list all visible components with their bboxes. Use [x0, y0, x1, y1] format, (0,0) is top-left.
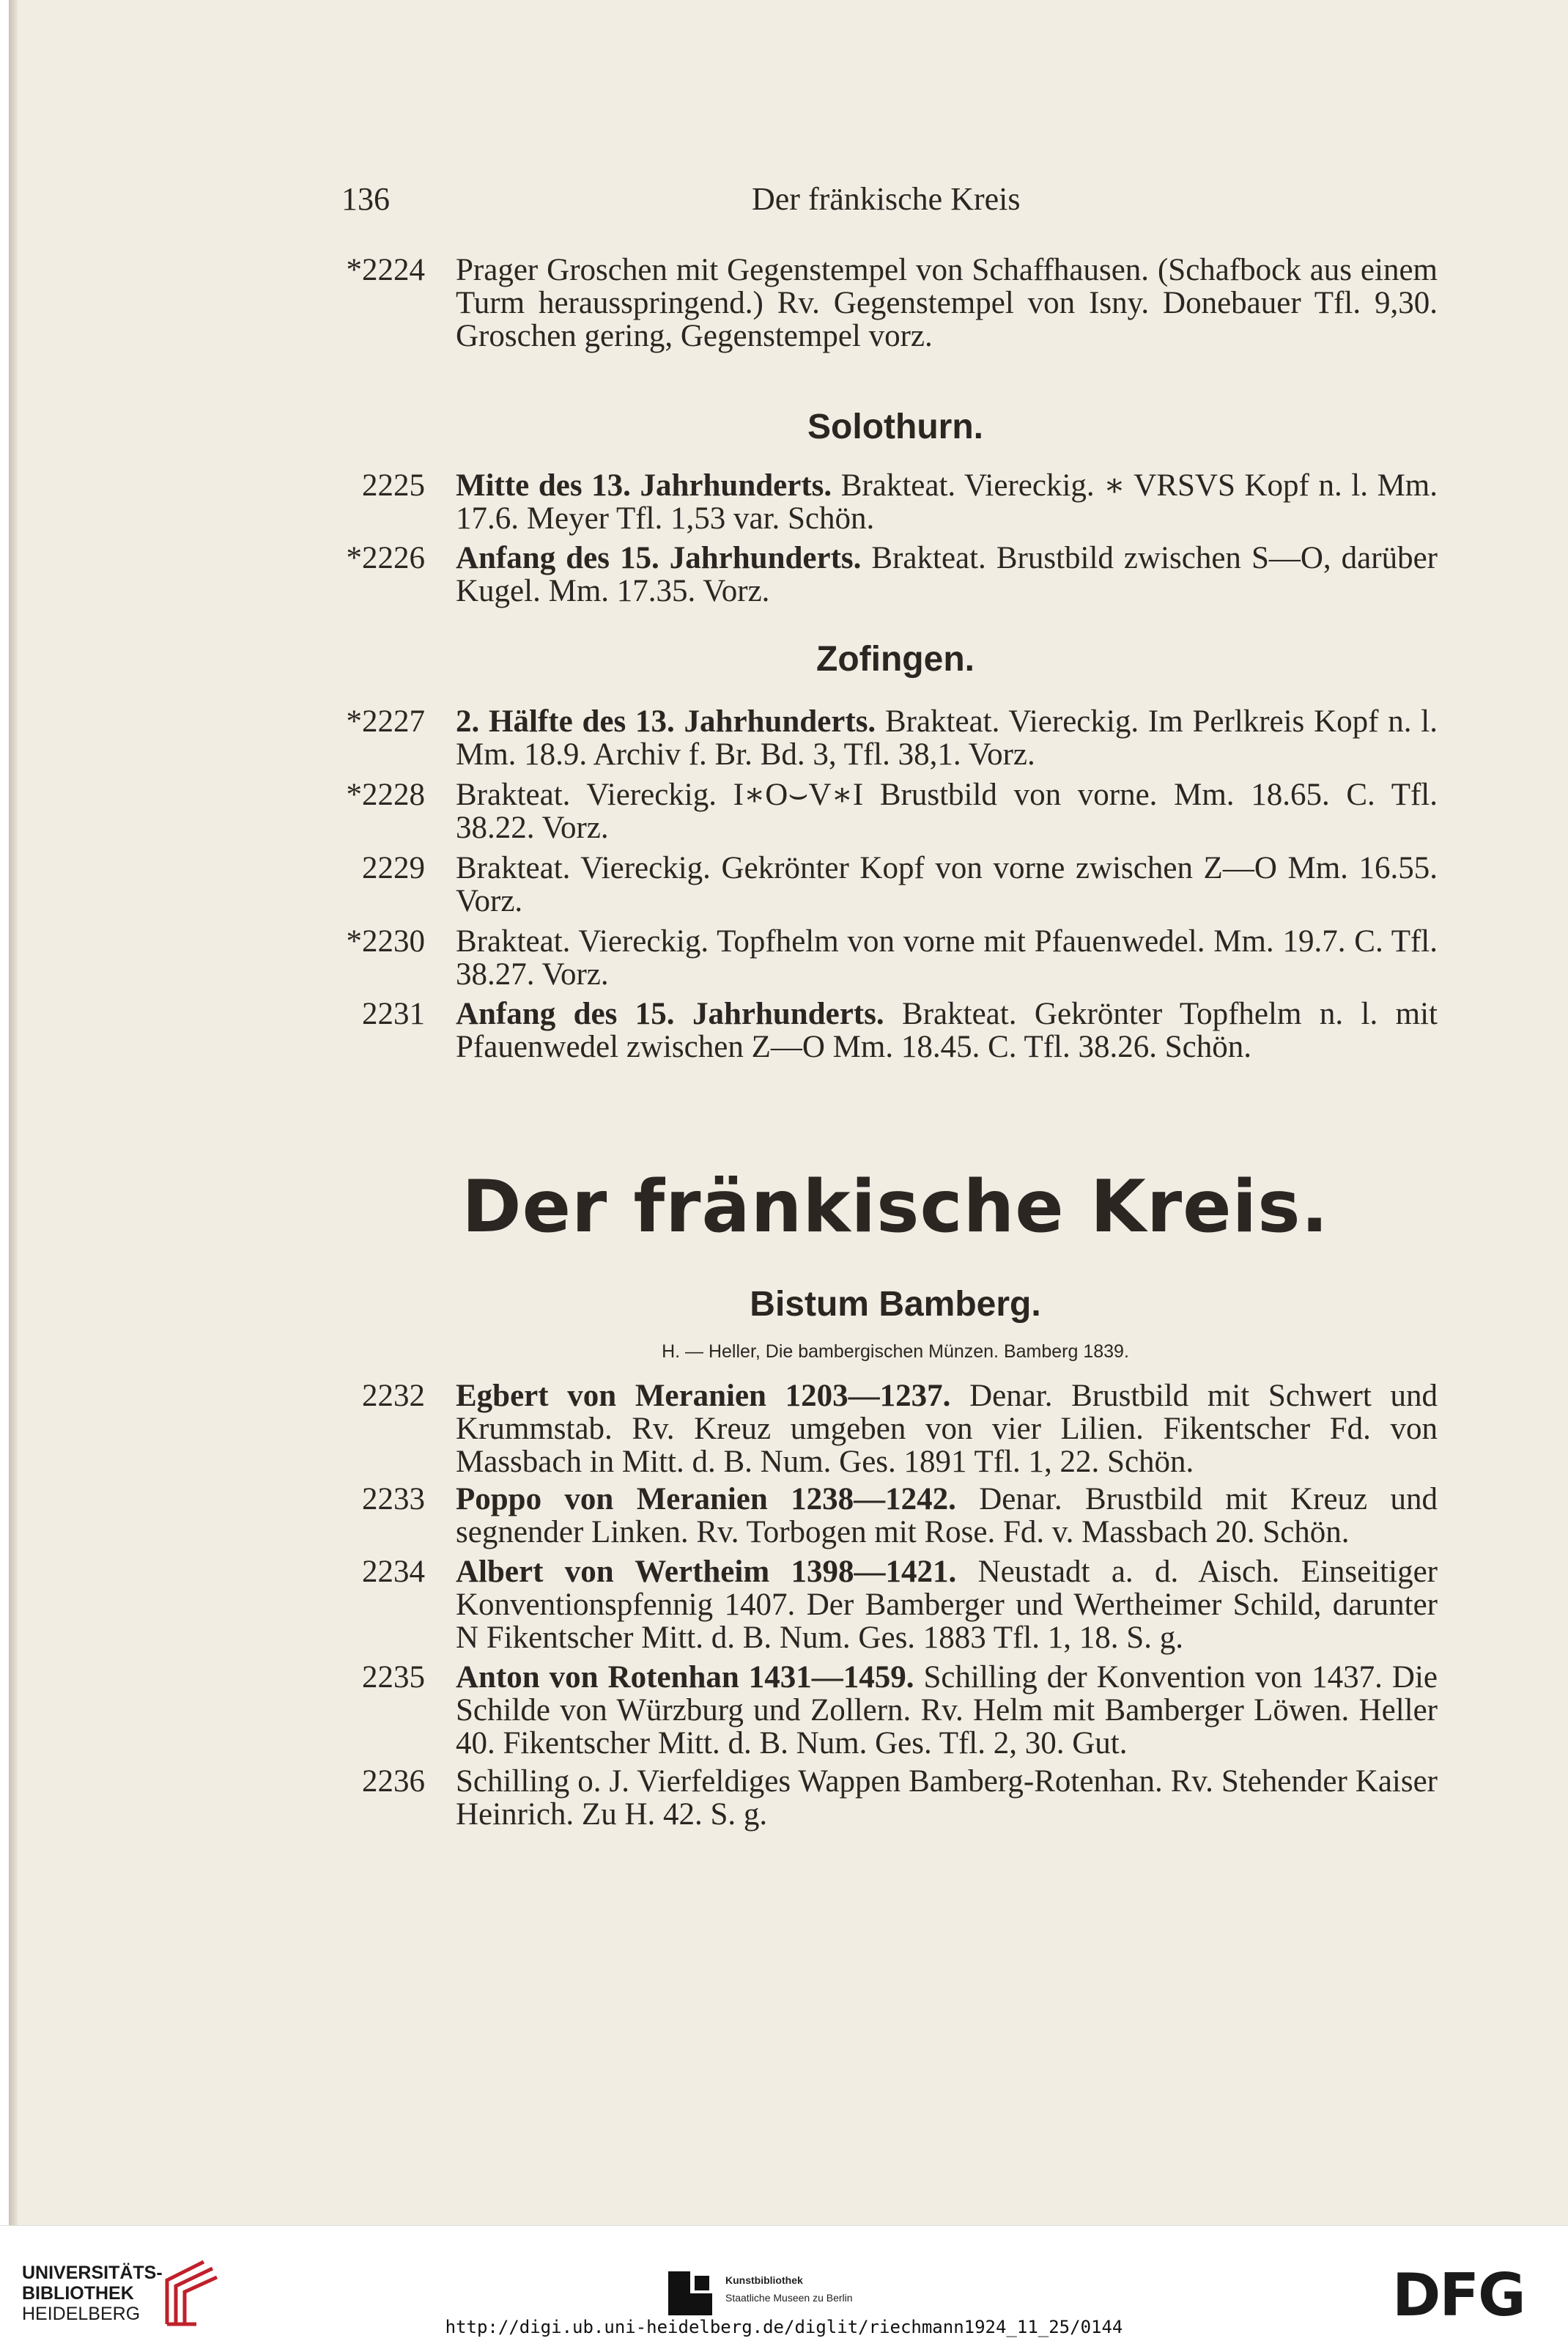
entry-heading: Albert von Wertheim 1398—1421.	[456, 1555, 957, 1589]
catalog-entry	[339, 1661, 1438, 1760]
entry-text	[456, 469, 1438, 535]
entry-description: Denar. Brustbild mit Schwert und Krummstab. Rv. Kreuz umgeben von vier Lilien. Fikentscher Fd. von Massbach in Mitt. d. B. Num. Ges. 1891 Tfl. 1, 22. Schön.	[456, 1379, 1438, 1479]
kunstbibliothek-logo-icon	[668, 2271, 712, 2315]
section-heading-zofingen: Zofingen.	[816, 640, 975, 679]
running-title: Der fränkische Kreis	[752, 181, 1021, 217]
entry-heading: 2. Hälfte des 13. Jahrhunderts.	[456, 704, 876, 739]
entry-description: Schilling o. J. Vierfeldiges Wappen Bamberg-Rotenhan. Rv. Stehender Kaiser Heinrich. Zu H. 42. S. g.	[456, 1764, 1438, 1832]
entry-heading: Anton von Rotenhan 1431—1459.	[456, 1660, 914, 1695]
entry-description: Brakteat. Viereckig. Im Perlkreis Kopf n. l. Mm. 18.9. Archiv f. Br. Bd. 3, Tfl. 38,1. Vorz.	[456, 704, 1438, 772]
entry-number: 2233	[362, 1482, 425, 1516]
entry-text	[456, 1379, 1438, 1478]
kunstbibliothek-name: Kunstbibliothek	[725, 2274, 803, 2286]
catalog-entry	[339, 778, 1438, 844]
entry-heading: Egbert von Meranien 1203—1237.	[456, 1379, 951, 1413]
catalog-entry	[339, 1483, 1438, 1549]
catalog-entry	[339, 1379, 1438, 1478]
entry-number: *2228	[346, 778, 425, 812]
entry-number: 2229	[362, 851, 425, 885]
entry-text	[456, 998, 1438, 1063]
catalog-entry	[339, 254, 1438, 353]
entry-description: Brakteat. Viereckig. ∗ VRSVS Kopf n. l. Mm. 17.6. Meyer Tfl. 1,53 var. Schön.	[456, 468, 1438, 536]
library-name-line3: HEIDELBERG	[22, 2304, 141, 2324]
scanned-page	[9, 0, 1568, 2225]
catalog-entry	[339, 852, 1438, 918]
entry-text	[456, 1483, 1438, 1549]
catalog-entry	[339, 1765, 1438, 1831]
library-name-line2: BIBLIOTHEK	[22, 2283, 134, 2304]
entry-text	[456, 1661, 1438, 1760]
section-heading-solothurn: Solothurn.	[807, 408, 983, 446]
kunstbibliothek-label[interactable]	[725, 2271, 853, 2307]
entry-heading: Mitte des 13. Jahrhunderts.	[456, 468, 832, 503]
kunstbibliothek-subtitle: Staatliche Museen zu Berlin	[725, 2292, 853, 2304]
entry-text	[456, 778, 1438, 844]
entry-number: 2235	[362, 1660, 425, 1695]
page-gutter	[9, 0, 18, 2225]
entry-description: Schilling der Konvention von 1437. Die Schilde von Würzburg und Zollern. Rv. Helm mit Bamberger Löwen. Heller 40. Fikentscher Mitt. d. B. Num. Ges. Tfl. 2, 30. Gut.	[456, 1660, 1438, 1761]
entry-description: Brakteat. Viereckig. I∗O⌣V∗I Brustbild von vorne. Mm. 18.65. C. Tfl. 38.22. Vorz.	[456, 778, 1438, 845]
entry-description: Neustadt a. d. Aisch. Einseitiger Konventionspfennig 1407. Der Bamberger und Wertheimer Schild, darunter N Fikentscher Mitt. d. B. Num. Ges. 1883 Tfl. 1, 18. S. g.	[456, 1555, 1438, 1655]
entry-text	[456, 542, 1438, 608]
entry-number: 2234	[362, 1555, 425, 1589]
university-library-logo[interactable]	[22, 2263, 163, 2324]
entry-number: 2232	[362, 1379, 425, 1413]
catalog-entry	[339, 998, 1438, 1063]
entry-text	[456, 1765, 1438, 1831]
viewer-footer	[0, 2225, 1568, 2341]
library-name-line1: UNIVERSITÄTS-	[22, 2263, 163, 2283]
entry-number: 2236	[362, 1764, 425, 1799]
entry-description: Brakteat. Gekrönter Topfhelm n. l. mit Pfauenwedel zwischen Z—O Mm. 18.45. C. Tfl. 38.26. Schön.	[456, 997, 1438, 1064]
entry-text	[456, 852, 1438, 918]
entry-heading: Poppo von Meranien 1238—1242.	[456, 1482, 956, 1516]
entry-number: *2230	[346, 924, 425, 959]
entry-number: *2227	[346, 704, 425, 739]
entry-description: Prager Groschen mit Gegenstempel von Schaffhausen. (Schafbock aus einem Turm herausspringend.) Rv. Gegenstempel von Isny. Donebauer Tfl. 9,30. Groschen gering, Gegenstempel vorz.	[456, 253, 1438, 353]
entry-text	[456, 705, 1438, 771]
entry-heading: Anfang des 15. Jahrhunderts.	[456, 541, 862, 575]
page-url[interactable]: http://digi.ub.uni-heidelberg.de/diglit/riechmann1924_11_25/0144	[445, 2317, 1123, 2337]
entry-description: Brakteat. Viereckig. Gekrönter Kopf von vorne zwischen Z—O Mm. 16.55. Vorz.	[456, 851, 1438, 918]
entry-number: 2225	[362, 468, 425, 503]
catalog-entry	[339, 925, 1438, 991]
section-heading-bamberg: Bistum Bamberg.	[750, 1285, 1041, 1324]
entry-heading: Anfang des 15. Jahrhunderts.	[456, 997, 884, 1031]
catalog-entry	[339, 705, 1438, 771]
entry-number: *2224	[346, 253, 425, 287]
entry-text	[456, 1555, 1438, 1654]
entry-number: *2226	[346, 541, 425, 575]
catalog-entry	[339, 542, 1438, 608]
entry-text	[456, 925, 1438, 991]
entry-description: Denar. Brustbild mit Kreuz und segnender Linken. Rv. Torbogen mit Rose. Fd. v. Massbach 20. Schön.	[456, 1482, 1438, 1549]
bibliography-note: H. — Heller, Die bambergischen Münzen. Bamberg 1839.	[662, 1341, 1129, 1362]
dfg-logo[interactable]: DFG	[1392, 2261, 1525, 2329]
entry-text	[456, 254, 1438, 353]
page-number: 136	[341, 181, 390, 217]
catalog-entry	[339, 1555, 1438, 1654]
entry-number: 2231	[362, 997, 425, 1031]
entry-description: Brakteat. Viereckig. Topfhelm von vorne mit Pfauenwedel. Mm. 19.7. C. Tfl. 38.27. Vorz.	[456, 924, 1438, 992]
chapter-title: Der fränkische Kreis.	[462, 1165, 1329, 1249]
entry-description: Brakteat. Brustbild zwischen S—O, darüber Kugel. Mm. 17.35. Vorz.	[456, 541, 1438, 608]
catalog-entry	[339, 469, 1438, 535]
